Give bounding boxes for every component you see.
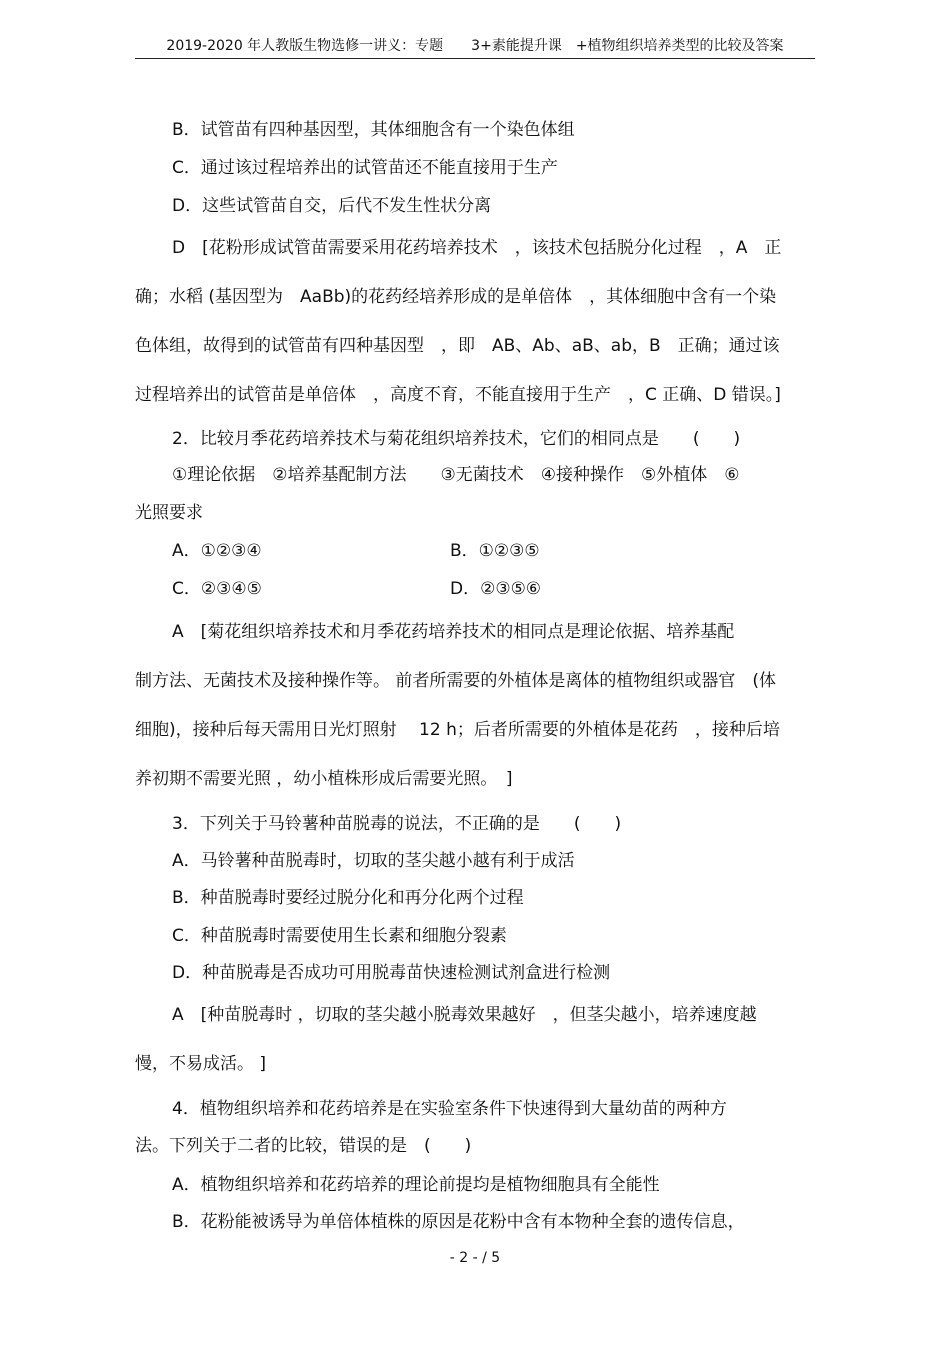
answer-q2-line4: 养初期不需要光照 ，幼小植株形成后需要光照。 ] <box>135 769 513 789</box>
question-4-line2: 法。下列关于二者的比较，错误的是 ( ) <box>135 1136 472 1156</box>
q2-options-row2 <box>172 577 815 601</box>
q2-option-c: C．②③④⑤ <box>172 579 262 599</box>
option-c: C．通过该过程培养出的试管苗还不能直接用于生产 <box>172 158 558 178</box>
question-4-line1: 4．植物组织培养和花药培养是在实验室条件下快速得到大量幼苗的两种方 <box>172 1099 727 1119</box>
question-3: 3．下列关于马铃薯种苗脱毒的说法，不正确的是 ( ) <box>172 814 622 834</box>
q3-option-a: A．马铃薯种苗脱毒时，切取的茎尖越小越有利于成活 <box>172 851 575 871</box>
page-number: - 2 - / 5 <box>449 1250 501 1266</box>
answer-q1-line3: 色体组，故得到的试管苗有四种基因型 ，即 AB、Ab、aB、ab，B 正确；通过该 <box>135 336 780 356</box>
answer-q3-line2: 慢，不易成活。 ] <box>135 1054 267 1074</box>
answer-q3-line1: A [种苗脱毒时 ，切取的茎尖越小脱毒效果越好 ，但茎尖越小，培养速度越 <box>172 1005 757 1025</box>
q2-option-b: B．①②③⑤ <box>450 541 540 561</box>
question-2: 2．比较月季花药培养技术与菊花组织培养技术，它们的相同点是 ( ) <box>172 429 741 449</box>
question-2-items-cont: 光照要求 <box>135 503 203 523</box>
q4-option-a: A．植物组织培养和花药培养的理论前提均是植物细胞具有全能性 <box>172 1175 660 1195</box>
q3-option-c: C．种苗脱毒时需要使用生长素和细胞分裂素 <box>172 926 507 946</box>
answer-q2-line1: A [菊花组织培养技术和月季花药培养技术的相同点是理论依据、培养基配 <box>172 622 735 642</box>
page-header: 2019-2020 年人教版生物选修一讲义：专题 3+素能提升课 +植物组织培养类型的比较及答案 <box>135 36 815 59</box>
answer-q1-line2: 确；水稻 (基因型为 AaBb)的花药经培养形成的是单倍体 ，其体细胞中含有一个染 <box>135 287 777 307</box>
answer-q1-line4: 过程培养出的试管苗是单倍体 ，高度不育，不能直接用于生产 ，C 正确、D 错误。] <box>135 385 781 405</box>
option-b: B．试管苗有四种基因型，其体细胞含有一个染色体组 <box>172 120 575 140</box>
question-2-items: ①理论依据 ②培养基配制方法 ③无菌技术 ④接种操作 ⑤外植体 ⑥ <box>172 465 740 485</box>
q2-option-d: D．②③⑤⑥ <box>450 579 542 599</box>
option-d: D．这些试管苗自交，后代不发生性状分离 <box>172 196 492 216</box>
answer-q1-line1: D [花粉形成试管苗需要采用花药培养技术 ，该技术包括脱分化过程 ，A 正 <box>172 238 782 258</box>
q2-options-row1 <box>172 539 815 563</box>
answer-q2-line3: 细胞)，接种后每天需用日光灯照射 12 h；后者所需要的外植体是花药 ，接种后培 <box>135 720 780 740</box>
q2-option-a: A．①②③④ <box>172 541 262 561</box>
q4-option-b: B．花粉能被诱导为单倍体植株的原因是花粉中含有本物种全套的遗传信息， <box>172 1212 745 1232</box>
q3-option-b: B．种苗脱毒时要经过脱分化和再分化两个过程 <box>172 888 524 908</box>
answer-q2-line2: 制方法、无菌技术及接种操作等。 前者所需要的外植体是离体的植物组织或器官 (体 <box>135 671 777 691</box>
q3-option-d: D．种苗脱毒是否成功可用脱毒苗快速检测试剂盒进行检测 <box>172 963 611 983</box>
